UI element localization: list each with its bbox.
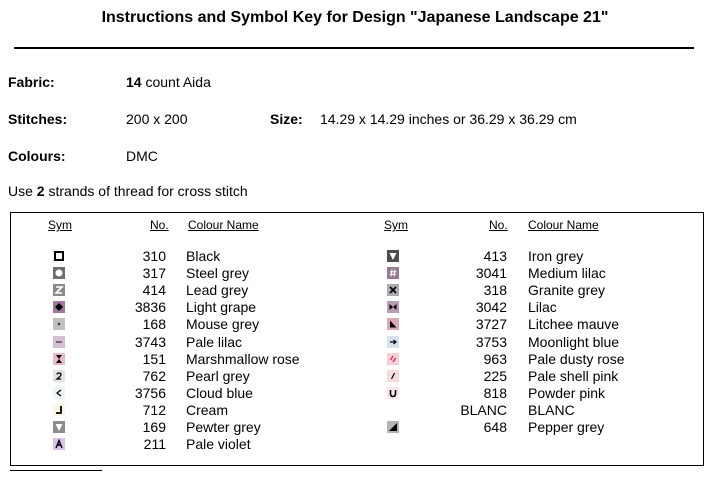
dmc-number: 413: [483, 248, 507, 264]
colours-value: DMC: [126, 148, 158, 164]
x-mark-icon: [387, 284, 399, 296]
dmc-number: 3836: [134, 299, 166, 316]
colour-name: Mouse grey: [186, 316, 260, 333]
symbol-key-row: [11, 299, 703, 316]
fabric-type: count Aida: [141, 74, 211, 90]
instruction-pre: Use: [8, 183, 37, 199]
colour-name: Marshmallow rose: [186, 350, 300, 367]
hash-icon: [387, 267, 399, 279]
colour-name: Steel grey: [186, 265, 250, 282]
page-title: Instructions and Symbol Key for Design "Japanese Landscape 21": [101, 9, 609, 26]
symbol-key-row: [11, 351, 703, 368]
colour-name: Pale dusty rose: [528, 350, 625, 367]
symbol-key-row: [11, 436, 703, 453]
dmc-number: 414: [142, 282, 166, 299]
instruction-post: strands of thread for cross stitch: [44, 183, 248, 199]
colour-name: Iron grey: [528, 248, 584, 264]
header-name-right: Colour Name: [528, 218, 599, 232]
fabric-value: [126, 74, 211, 90]
slash-icon: [387, 370, 399, 382]
header-no-left: No.: [150, 218, 169, 232]
size-value: 14.29 x 14.29 inches or 36.29 x 36.29 cm: [320, 111, 577, 127]
symbol-key-row: [11, 402, 703, 419]
header-name-left: Colour Name: [188, 218, 259, 232]
symbol-key-row: [11, 385, 703, 402]
flag-icon: [387, 318, 399, 330]
stitches-label: Stitches:: [8, 111, 68, 127]
dmc-number: 310: [142, 248, 166, 264]
arrow-right-icon: [387, 336, 399, 348]
a-letter-icon: [53, 438, 65, 450]
colour-name: Medium lilac: [528, 265, 606, 282]
colour-name: Pepper grey: [528, 419, 605, 435]
symbol-key-table: [10, 212, 704, 466]
colour-name: Pearl grey: [186, 367, 250, 384]
symbol-key-row: [11, 316, 703, 333]
symbol-key-row: [11, 282, 703, 299]
blank-icon: [387, 404, 399, 416]
colour-name: Moonlight blue: [528, 333, 620, 350]
dmc-number: 169: [142, 419, 166, 435]
dmc-number: BLANC: [460, 401, 507, 418]
symbol-key-row: [11, 248, 703, 265]
dmc-number: 151: [142, 350, 166, 367]
header-sym-left: Sym: [48, 218, 72, 232]
dmc-number: 3727: [475, 316, 507, 333]
colour-name: Pale lilac: [186, 333, 243, 350]
colour-name: Cream: [186, 401, 229, 418]
colours-label: Colours:: [8, 148, 66, 164]
colour-name: Cloud blue: [186, 384, 253, 401]
dmc-number: 3753: [475, 333, 507, 350]
header-no-right: No.: [489, 218, 508, 232]
dmc-number: 3041: [475, 265, 507, 282]
dmc-number: 168: [142, 316, 166, 333]
dmc-number: 3756: [134, 384, 166, 401]
header-sym-right: Sym: [384, 218, 408, 232]
dmc-number: 3042: [475, 299, 507, 316]
colour-name: Lead grey: [186, 282, 249, 299]
strand-instruction: [8, 183, 248, 199]
dmc-number: 3743: [134, 333, 166, 350]
dmc-number: 963: [483, 350, 507, 367]
colour-name: BLANC: [528, 401, 575, 418]
dmc-number: 818: [483, 384, 507, 401]
title-rule: [14, 47, 694, 49]
triangle-down-icon: [387, 250, 399, 262]
colour-name: Litchee mauve: [528, 316, 620, 333]
colour-name: Pale shell pink: [528, 367, 619, 384]
dmc-number: 317: [142, 265, 166, 282]
bowtie-icon: [387, 301, 399, 313]
double-slash-icon: [387, 353, 399, 365]
dmc-number: 211: [143, 436, 166, 453]
u-letter-icon: [387, 387, 399, 399]
symbol-key-row: [11, 368, 703, 385]
symbol-key-row: [11, 419, 703, 436]
size-label: Size:: [270, 111, 303, 127]
dmc-number: 712: [142, 401, 166, 418]
colour-name: Pale violet: [186, 436, 251, 453]
fabric-label: Fabric:: [8, 74, 55, 90]
symbol-key-row: [11, 334, 703, 351]
dmc-number: 648: [483, 419, 507, 435]
stitches-value: 200 x 200: [126, 111, 188, 127]
strand-count: 2: [36, 183, 45, 199]
colour-name: Pewter grey: [186, 419, 261, 435]
colour-name: Black: [186, 248, 221, 264]
colour-name: Light grape: [186, 299, 257, 316]
dmc-number: 318: [483, 282, 507, 299]
dmc-number: 762: [142, 367, 166, 384]
fabric-count: 14: [126, 74, 142, 90]
dmc-number: 225: [483, 367, 507, 384]
bottom-stub-rule: [10, 470, 102, 471]
colour-name: Lilac: [528, 299, 557, 316]
colour-name: Powder pink: [528, 384, 606, 401]
half-triangle-icon: [387, 421, 399, 433]
colour-name: Granite grey: [528, 282, 606, 299]
symbol-key-row: [11, 265, 703, 282]
